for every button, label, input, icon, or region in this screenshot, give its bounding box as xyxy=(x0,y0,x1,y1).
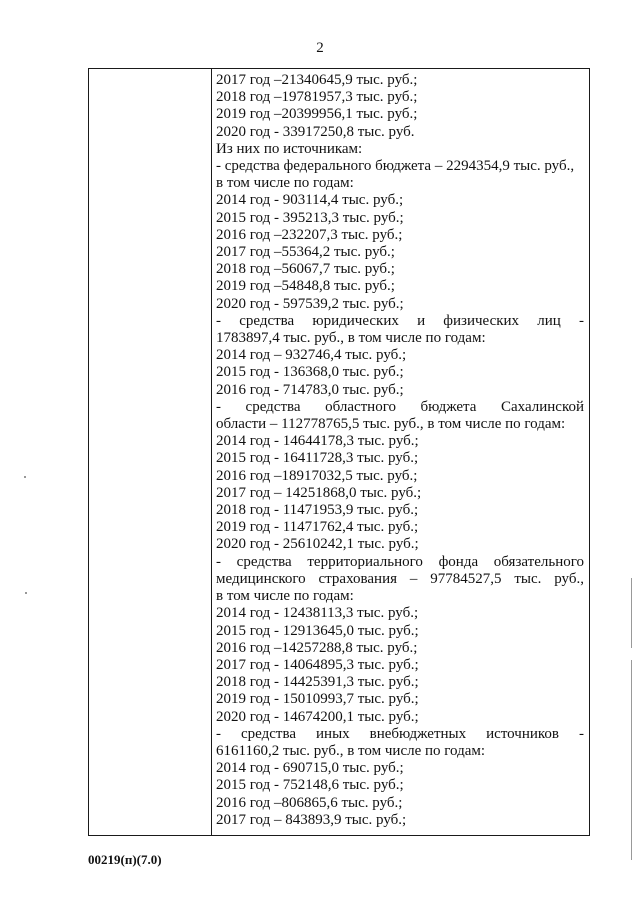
scan-speck xyxy=(25,592,27,594)
text-line: 2014 год – 932746,4 тыс. руб.; xyxy=(216,347,407,364)
funding-text xyxy=(216,72,584,829)
text-line: 2015 год - 12913645,0 тыс. руб.; xyxy=(216,622,419,639)
text-line: - средства иных внебюджетных источников - xyxy=(216,725,584,742)
text-line: 2017 год – 843893,9 тыс. руб.; xyxy=(216,811,407,828)
text-line: области – 112778765,5 тыс. руб., в том числе по годам: xyxy=(216,416,566,433)
text-line: 2020 год - 14674200,1 тыс. руб.; xyxy=(216,708,419,725)
text-line: 2020 год - 597539,2 тыс. руб.; xyxy=(216,295,404,312)
text-line: - средства юридических и физических лиц - xyxy=(216,312,584,329)
text-line: 6161160,2 тыс. руб., в том числе по годам: xyxy=(216,742,486,759)
text-line: 2015 год - 136368,0 тыс. руб.; xyxy=(216,364,404,381)
scan-margin-mark xyxy=(631,578,632,648)
text-line: - средства территориального фонда обязательного xyxy=(216,553,584,570)
text-line: 2017 год - 14064895,3 тыс. руб.; xyxy=(216,656,419,673)
text-line: 2019 год –54848,8 тыс. руб.; xyxy=(216,278,395,295)
text-line: 2014 год - 903114,4 тыс. руб.; xyxy=(216,192,404,209)
text-line: 2014 год - 12438113,3 тыс. руб.; xyxy=(216,605,419,622)
text-line: 2019 год - 11471762,4 тыс. руб.; xyxy=(216,519,419,536)
text-line: 2018 год - 11471953,9 тыс. руб.; xyxy=(216,502,419,519)
text-line: 2015 год - 395213,3 тыс. руб.; xyxy=(216,209,404,226)
text-line: Из них по источникам: xyxy=(216,140,363,157)
text-line: 2017 год – 14251868,0 тыс. руб.; xyxy=(216,484,422,501)
document-code: 00219(п)(7.0) xyxy=(88,852,162,867)
text-line: 2019 год –20399956,1 тыс. руб.; xyxy=(216,106,418,123)
text-line: 1783897,4 тыс. руб., в том числе по годам: xyxy=(216,330,486,347)
text-line: 2020 год - 33917250,8 тыс. руб. xyxy=(216,123,415,140)
text-line: 2017 год –55364,2 тыс. руб.; xyxy=(216,244,395,261)
text-line: 2015 год - 16411728,3 тыс. руб.; xyxy=(216,450,419,467)
text-line: - средства областного бюджета Сахалинской xyxy=(216,398,584,415)
text-line: 2016 год –806865,6 тыс. руб.; xyxy=(216,794,403,811)
text-line: 2018 год –19781957,3 тыс. руб.; xyxy=(216,89,418,106)
scan-speck xyxy=(24,476,26,478)
page-number: 2 xyxy=(316,40,324,56)
text-line: 2016 год –14257288,8 тыс. руб.; xyxy=(216,639,418,656)
text-line: 2019 год - 15010993,7 тыс. руб.; xyxy=(216,691,419,708)
text-line: 2014 год - 14644178,3 тыс. руб.; xyxy=(216,433,419,450)
budget-table xyxy=(88,68,590,836)
scan-margin-mark xyxy=(631,660,632,860)
column-divider xyxy=(211,69,212,835)
text-line: 2018 год –56067,7 тыс. руб.; xyxy=(216,261,395,278)
text-line: в том числе по годам: xyxy=(216,588,354,605)
text-line: 2016 год - 714783,0 тыс. руб.; xyxy=(216,381,404,398)
text-line: 2017 год –21340645,9 тыс. руб.; xyxy=(216,72,418,88)
text-line: 2014 год - 690715,0 тыс. руб.; xyxy=(216,760,404,777)
text-line: - средства федерального бюджета – 2294354,9 тыс. руб., xyxy=(216,158,575,175)
text-line: медицинского страхования – 97784527,5 тыс. руб., xyxy=(216,570,584,587)
text-line: 2016 год –18917032,5 тыс. руб.; xyxy=(216,467,418,484)
text-line: 2016 год –232207,3 тыс. руб.; xyxy=(216,226,403,243)
text-line: 2020 год - 25610242,1 тыс. руб.; xyxy=(216,536,419,553)
text-line: 2018 год - 14425391,3 тыс. руб.; xyxy=(216,674,419,691)
text-line: в том числе по годам: xyxy=(216,175,354,192)
text-line: 2015 год - 752148,6 тыс. руб.; xyxy=(216,777,404,794)
